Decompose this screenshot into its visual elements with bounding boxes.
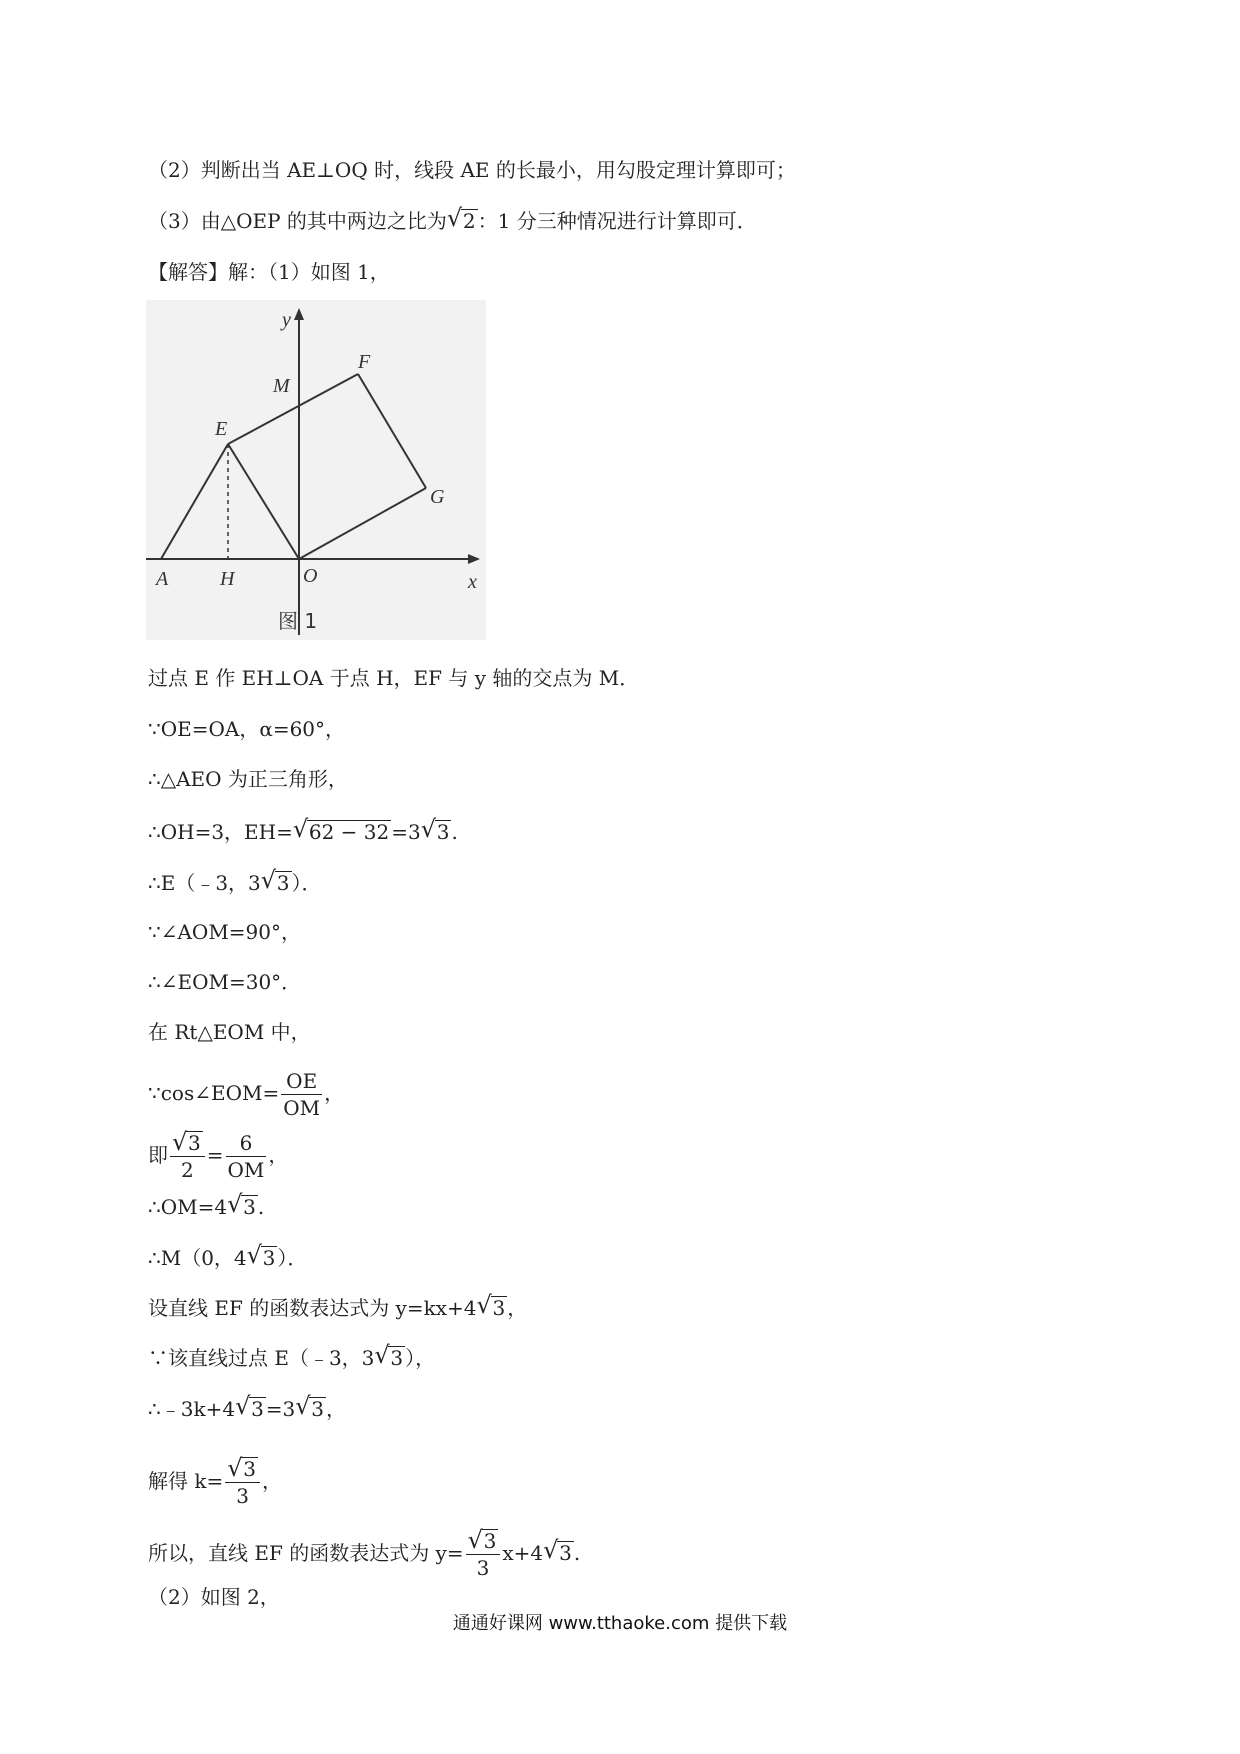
sqrt: √ 3 bbox=[173, 1130, 203, 1156]
label-a: A bbox=[156, 568, 169, 590]
sqrt: √ 3 bbox=[228, 1192, 258, 1222]
sqrt: √ 3 bbox=[422, 817, 452, 847]
sqrt: √ 3 bbox=[544, 1538, 574, 1568]
text-line-section-2: （2）如图 2， bbox=[148, 1585, 280, 1609]
figure-caption: 图 1 bbox=[278, 609, 318, 633]
page-footer: 通通好课网 www.tthaoke.com 提供下载 bbox=[452, 1613, 788, 1634]
text-line: ∵该直线过点 E（﹣3，3√ 3 ）， bbox=[148, 1343, 435, 1373]
sqrt: √ 3 bbox=[236, 1394, 266, 1424]
text-line: 即 √ $\frac{3}{2}$ = $\frac{6}{OM}$ ， bbox=[148, 1130, 288, 1183]
text-line: ∴E（﹣3，3√ 3 ）． bbox=[148, 868, 322, 898]
sqrt: √ 2 bbox=[448, 206, 478, 236]
figure-background bbox=[146, 300, 486, 640]
text-line: ∴∠EOM=30°． bbox=[148, 970, 302, 994]
text-line: ∴OM=4√ 3 . bbox=[148, 1192, 264, 1222]
sqrt: √ 3 bbox=[262, 868, 292, 898]
label-g: G bbox=[430, 486, 445, 508]
answer-heading: 【解答】解：（1）如图 1， bbox=[148, 260, 390, 284]
sqrt: √ 62 − 32 bbox=[294, 817, 391, 847]
label-e: E bbox=[215, 418, 228, 440]
text-line: ∴﹣3k+4√ 3 =3√ 3 ， bbox=[148, 1394, 346, 1424]
text-line: ∴△AEO 为正三角形， bbox=[148, 767, 348, 791]
sqrt: √ 3 bbox=[478, 1293, 508, 1323]
label-h: H bbox=[220, 568, 235, 590]
fraction: √ $\frac{3}{2}$ bbox=[170, 1130, 205, 1183]
fraction: √ $\frac{3}{3}$ bbox=[466, 1528, 501, 1581]
label-y: y bbox=[282, 309, 291, 331]
fraction: $\frac{6}{OM}$ bbox=[227, 1131, 265, 1182]
text-line: 在 Rt△EOM 中， bbox=[148, 1020, 311, 1044]
text-line: 设直线 EF 的函数表达式为 y=kx+4√ 3 ， bbox=[148, 1293, 527, 1323]
text-line: 所以，直线 EF 的函数表达式为 y= √ $\frac{3}{3}$ x+4√ 3 . bbox=[148, 1528, 580, 1581]
label-f: F bbox=[358, 351, 371, 373]
label-o: O bbox=[303, 565, 318, 587]
text-line: ∵cos∠EOM= $\frac{OE}{OM}$ ， bbox=[148, 1069, 345, 1120]
sqrt: √ 3 bbox=[375, 1343, 405, 1373]
fraction: $\frac{OE}{OM}$ bbox=[283, 1069, 321, 1120]
text-line: （2）判断出当 AE⊥OQ 时，线段 AE 的长最小，用勾股定理计算即可； bbox=[148, 158, 796, 182]
sqrt: √ 3 bbox=[469, 1528, 499, 1554]
text-line: （3）由△OEP 的其中两边之比为√ 2 ：1 分三种情况进行计算即可． bbox=[148, 206, 757, 236]
label-m: M bbox=[273, 375, 290, 397]
sqrt: √ 3 bbox=[228, 1456, 258, 1482]
text-line: ∴M（0，4√ 3 ）． bbox=[148, 1243, 307, 1273]
label-x: x bbox=[468, 571, 477, 593]
text-line: ∵OE=OA，α=60°， bbox=[148, 717, 346, 741]
text-line: ∴OH=3，EH=√ 62 − 32 =3√ 3 . bbox=[148, 817, 458, 847]
text-line: 解得 k= √ $\frac{3}{3}$ ， bbox=[148, 1456, 282, 1509]
text-line: ∵∠AOM=90°， bbox=[148, 920, 302, 944]
text-line: 过点 E 作 EH⊥OA 于点 H，EF 与 y 轴的交点为 M． bbox=[148, 666, 640, 690]
sqrt: √ 3 bbox=[248, 1243, 278, 1273]
fraction: √ $\frac{3}{3}$ bbox=[225, 1456, 260, 1509]
sqrt: √ 3 bbox=[296, 1394, 326, 1424]
figure-1 bbox=[146, 300, 486, 640]
